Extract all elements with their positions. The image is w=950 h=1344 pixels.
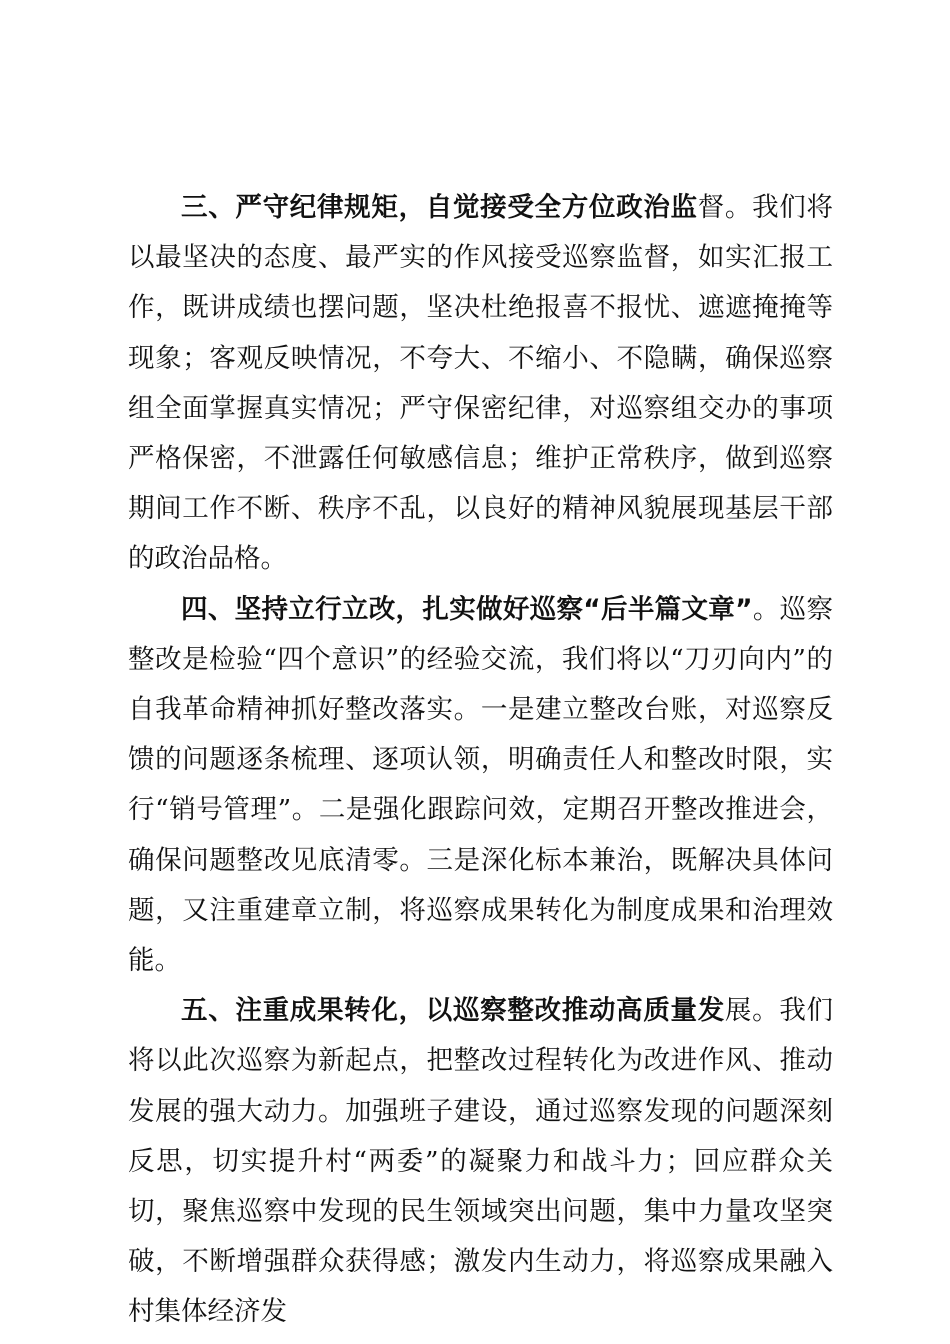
paragraph-heading: 三、严守纪律规矩，自觉接受全方位政治监: [181, 192, 698, 223]
paragraph-text: 。巡察整改是检验“四个意识”的经验交流，我们将以“刀刃向内”的自我革命精神抓好整改落实。一是建立整改台账，对巡察反馈的问题逐条梳理、逐项认领，明确责任人和整改时限，实行“销号管理”。二是强化跟踪问效，定期召开整改推进会，确保问题整改见底清零。三是深化标本兼治，既解决具体问题，又注重建章立制，将巡察成果转化为制度成果和治理效能。: [128, 593, 834, 977]
paragraph-heading: 四、坚持立行立改，扎实做好巡察“后半篇文章”: [181, 593, 753, 625]
document-body: [128, 183, 833, 1338]
paragraph-3: [128, 183, 833, 585]
paragraph-text: 展。我们将以此次巡察为新起点，把整改过程转化为改进作风、推动发展的强大动力。加强班子建设，通过巡察发现的问题深刻反思，切实提升村“两委”的凝聚力和战斗力；回应群众关切，聚焦巡察中发现的民生领域突出问题，集中力量攻坚突破，不断增强群众获得感；激发内生动力，将巡察成果融入村集体经济发: [128, 995, 834, 1328]
paragraph-4: [128, 585, 833, 987]
paragraph-text: 督。我们将以最坚决的态度、最严实的作风接受巡察监督，如实汇报工作，既讲成绩也摆问题，坚决杜绝报喜不报忧、遮遮掩掩等现象；客观反映情况，不夸大、不缩小、不隐瞒，确保巡察组全面掌握真实情况；严守保密纪律，对巡察组交办的事项严格保密，不泄露任何敏感信息；维护正常秩序，做到巡察期间工作不断、秩序不乱，以良好的精神风貌展现基层干部的政治品格。: [128, 192, 834, 575]
paragraph-heading: 五、注重成果转化，以巡察整改推动高质量发: [181, 995, 725, 1027]
paragraph-5: [128, 986, 833, 1337]
